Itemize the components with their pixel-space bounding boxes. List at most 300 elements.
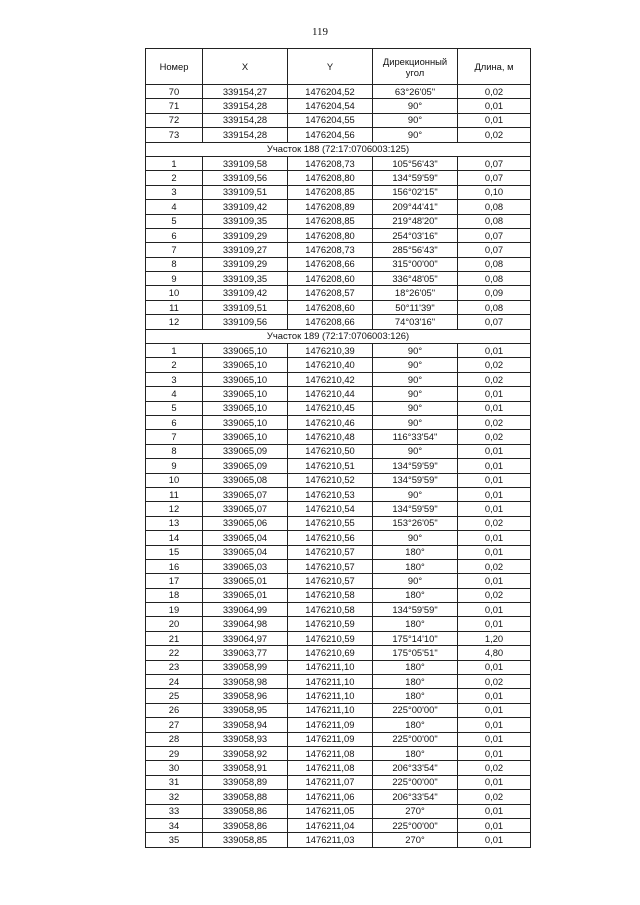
cell-length: 0,01 xyxy=(458,775,531,789)
table-row xyxy=(146,430,531,444)
cell-number: 2 xyxy=(146,171,203,185)
header-number: Номер xyxy=(146,49,203,85)
cell-y: 1476208,60 xyxy=(288,300,373,314)
cell-y: 1476208,60 xyxy=(288,272,373,286)
cell-length: 0,01 xyxy=(458,487,531,501)
cell-angle: 180° xyxy=(373,660,458,674)
table-body xyxy=(146,85,531,848)
cell-angle: 270° xyxy=(373,833,458,847)
section-row xyxy=(146,142,531,156)
table-row xyxy=(146,746,531,760)
table-row xyxy=(146,214,531,228)
cell-length: 0,01 xyxy=(458,574,531,588)
cell-x: 339154,28 xyxy=(203,99,288,113)
cell-x: 339109,27 xyxy=(203,243,288,257)
cell-x: 339065,04 xyxy=(203,545,288,559)
cell-y: 1476211,08 xyxy=(288,746,373,760)
cell-x: 339064,98 xyxy=(203,617,288,631)
cell-y: 1476208,73 xyxy=(288,243,373,257)
table-row xyxy=(146,272,531,286)
cell-x: 339109,42 xyxy=(203,286,288,300)
cell-angle: 90° xyxy=(373,401,458,415)
table-row xyxy=(146,300,531,314)
cell-x: 339109,58 xyxy=(203,156,288,170)
cell-x: 339065,06 xyxy=(203,516,288,530)
table-row xyxy=(146,401,531,415)
cell-angle: 90° xyxy=(373,531,458,545)
cell-number: 1 xyxy=(146,344,203,358)
cell-angle: 219°48'20" xyxy=(373,214,458,228)
cell-x: 339065,04 xyxy=(203,531,288,545)
cell-number: 7 xyxy=(146,430,203,444)
table-row xyxy=(146,358,531,372)
cell-length: 0,01 xyxy=(458,718,531,732)
header-x: X xyxy=(203,49,288,85)
cell-number: 31 xyxy=(146,775,203,789)
cell-number: 3 xyxy=(146,185,203,199)
table-row xyxy=(146,128,531,142)
cell-x: 339154,28 xyxy=(203,113,288,127)
cell-y: 1476208,66 xyxy=(288,315,373,329)
table-row xyxy=(146,732,531,746)
table-row xyxy=(146,415,531,429)
cell-angle: 134°59'59" xyxy=(373,502,458,516)
cell-number: 3 xyxy=(146,372,203,386)
cell-angle: 90° xyxy=(373,99,458,113)
table-row xyxy=(146,459,531,473)
cell-number: 5 xyxy=(146,401,203,415)
cell-x: 339109,56 xyxy=(203,171,288,185)
table-row xyxy=(146,228,531,242)
cell-length: 0,01 xyxy=(458,617,531,631)
table-row xyxy=(146,99,531,113)
table-row xyxy=(146,344,531,358)
cell-angle: 315°00'00" xyxy=(373,257,458,271)
cell-x: 339058,92 xyxy=(203,746,288,760)
cell-number: 72 xyxy=(146,113,203,127)
cell-number: 8 xyxy=(146,444,203,458)
cell-length: 0,01 xyxy=(458,703,531,717)
section-title: Участок 188 (72:17:0706003:125) xyxy=(146,142,531,156)
cell-x: 339109,42 xyxy=(203,200,288,214)
cell-x: 339058,86 xyxy=(203,818,288,832)
cell-x: 339065,08 xyxy=(203,473,288,487)
cell-angle: 90° xyxy=(373,113,458,127)
cell-x: 339065,10 xyxy=(203,344,288,358)
cell-y: 1476208,85 xyxy=(288,214,373,228)
cell-x: 339063,77 xyxy=(203,646,288,660)
cell-angle: 90° xyxy=(373,415,458,429)
cell-x: 339058,96 xyxy=(203,689,288,703)
cell-angle: 90° xyxy=(373,372,458,386)
cell-number: 10 xyxy=(146,473,203,487)
cell-angle: 156°02'15" xyxy=(373,185,458,199)
cell-y: 1476210,58 xyxy=(288,603,373,617)
cell-length: 0,02 xyxy=(458,85,531,99)
cell-y: 1476211,09 xyxy=(288,732,373,746)
cell-length: 0,07 xyxy=(458,243,531,257)
cell-angle: 206°33'54" xyxy=(373,761,458,775)
cell-angle: 225°00'00" xyxy=(373,775,458,789)
cell-x: 339058,91 xyxy=(203,761,288,775)
cell-y: 1476210,59 xyxy=(288,617,373,631)
cell-y: 1476211,10 xyxy=(288,703,373,717)
cell-number: 1 xyxy=(146,156,203,170)
cell-length: 0,08 xyxy=(458,300,531,314)
cell-length: 1,20 xyxy=(458,631,531,645)
cell-number: 2 xyxy=(146,358,203,372)
table-row xyxy=(146,761,531,775)
table-header-row xyxy=(146,49,531,85)
table-row xyxy=(146,387,531,401)
cell-angle: 74°03'16" xyxy=(373,315,458,329)
header-angle: Дирекционный угол xyxy=(373,49,458,85)
cell-number: 8 xyxy=(146,257,203,271)
cell-number: 16 xyxy=(146,559,203,573)
cell-number: 73 xyxy=(146,128,203,142)
cell-x: 339058,95 xyxy=(203,703,288,717)
cell-angle: 134°59'59" xyxy=(373,171,458,185)
table-row xyxy=(146,444,531,458)
cell-angle: 116°33'54" xyxy=(373,430,458,444)
cell-number: 29 xyxy=(146,746,203,760)
cell-y: 1476210,46 xyxy=(288,415,373,429)
cell-y: 1476210,57 xyxy=(288,545,373,559)
table-row xyxy=(146,200,531,214)
cell-length: 0,01 xyxy=(458,545,531,559)
cell-number: 12 xyxy=(146,315,203,329)
cell-number: 10 xyxy=(146,286,203,300)
cell-angle: 134°59'59" xyxy=(373,473,458,487)
cell-length: 0,10 xyxy=(458,185,531,199)
cell-angle: 270° xyxy=(373,804,458,818)
cell-y: 1476211,04 xyxy=(288,818,373,832)
table-row xyxy=(146,818,531,832)
cell-length: 0,02 xyxy=(458,790,531,804)
cell-angle: 175°14'10" xyxy=(373,631,458,645)
cell-y: 1476210,69 xyxy=(288,646,373,660)
cell-x: 339065,10 xyxy=(203,430,288,444)
cell-angle: 180° xyxy=(373,559,458,573)
header-y: Y xyxy=(288,49,373,85)
cell-number: 14 xyxy=(146,531,203,545)
cell-y: 1476208,73 xyxy=(288,156,373,170)
cell-length: 0,01 xyxy=(458,689,531,703)
cell-y: 1476211,10 xyxy=(288,689,373,703)
table-row xyxy=(146,545,531,559)
cell-x: 339058,86 xyxy=(203,804,288,818)
table-row xyxy=(146,675,531,689)
table-row xyxy=(146,646,531,660)
cell-y: 1476211,08 xyxy=(288,761,373,775)
cell-length: 0,01 xyxy=(458,818,531,832)
cell-length: 0,01 xyxy=(458,473,531,487)
cell-y: 1476211,10 xyxy=(288,660,373,674)
cell-angle: 225°00'00" xyxy=(373,732,458,746)
cell-x: 339058,89 xyxy=(203,775,288,789)
cell-y: 1476210,44 xyxy=(288,387,373,401)
table-row xyxy=(146,171,531,185)
cell-angle: 90° xyxy=(373,487,458,501)
cell-x: 339058,98 xyxy=(203,675,288,689)
cell-angle: 63°26'05" xyxy=(373,85,458,99)
cell-length: 0,07 xyxy=(458,171,531,185)
cell-angle: 153°26'05" xyxy=(373,516,458,530)
cell-angle: 90° xyxy=(373,444,458,458)
cell-number: 35 xyxy=(146,833,203,847)
cell-x: 339058,88 xyxy=(203,790,288,804)
cell-angle: 50°11'39" xyxy=(373,300,458,314)
table-row xyxy=(146,113,531,127)
cell-number: 24 xyxy=(146,675,203,689)
cell-length: 0,01 xyxy=(458,502,531,516)
table-row xyxy=(146,775,531,789)
cell-length: 0,02 xyxy=(458,516,531,530)
cell-length: 0,01 xyxy=(458,459,531,473)
table-row xyxy=(146,257,531,271)
cell-number: 27 xyxy=(146,718,203,732)
cell-y: 1476210,40 xyxy=(288,358,373,372)
cell-number: 6 xyxy=(146,228,203,242)
cell-x: 339109,35 xyxy=(203,272,288,286)
cell-length: 0,07 xyxy=(458,228,531,242)
cell-number: 30 xyxy=(146,761,203,775)
cell-number: 9 xyxy=(146,459,203,473)
cell-angle: 175°05'51" xyxy=(373,646,458,660)
cell-angle: 90° xyxy=(373,387,458,401)
cell-y: 1476208,80 xyxy=(288,228,373,242)
cell-y: 1476210,39 xyxy=(288,344,373,358)
table-row xyxy=(146,790,531,804)
cell-angle: 90° xyxy=(373,344,458,358)
cell-angle: 336°48'05" xyxy=(373,272,458,286)
cell-length: 0,09 xyxy=(458,286,531,300)
cell-angle: 180° xyxy=(373,545,458,559)
cell-y: 1476210,48 xyxy=(288,430,373,444)
cell-x: 339065,07 xyxy=(203,487,288,501)
cell-y: 1476211,05 xyxy=(288,804,373,818)
table-row xyxy=(146,473,531,487)
cell-angle: 90° xyxy=(373,574,458,588)
cell-number: 12 xyxy=(146,502,203,516)
cell-x: 339065,10 xyxy=(203,387,288,401)
table-row xyxy=(146,631,531,645)
cell-number: 22 xyxy=(146,646,203,660)
cell-length: 0,01 xyxy=(458,531,531,545)
table-row xyxy=(146,502,531,516)
cell-y: 1476211,10 xyxy=(288,675,373,689)
cell-number: 20 xyxy=(146,617,203,631)
cell-number: 25 xyxy=(146,689,203,703)
cell-angle: 209°44'41" xyxy=(373,200,458,214)
cell-x: 339065,10 xyxy=(203,372,288,386)
cell-length: 0,01 xyxy=(458,387,531,401)
table-row xyxy=(146,516,531,530)
table-row xyxy=(146,487,531,501)
cell-number: 4 xyxy=(146,387,203,401)
cell-angle: 180° xyxy=(373,746,458,760)
cell-angle: 134°59'59" xyxy=(373,459,458,473)
cell-angle: 134°59'59" xyxy=(373,603,458,617)
table-row xyxy=(146,286,531,300)
cell-y: 1476208,57 xyxy=(288,286,373,300)
cell-number: 6 xyxy=(146,415,203,429)
cell-y: 1476211,03 xyxy=(288,833,373,847)
cell-length: 0,01 xyxy=(458,603,531,617)
cell-angle: 285°56'43" xyxy=(373,243,458,257)
cell-length: 4,80 xyxy=(458,646,531,660)
header-length: Длина, м xyxy=(458,49,531,85)
cell-y: 1476210,57 xyxy=(288,574,373,588)
cell-number: 19 xyxy=(146,603,203,617)
cell-y: 1476211,06 xyxy=(288,790,373,804)
cell-y: 1476210,53 xyxy=(288,487,373,501)
cell-length: 0,01 xyxy=(458,344,531,358)
table-row xyxy=(146,185,531,199)
cell-y: 1476211,09 xyxy=(288,718,373,732)
coordinates-table xyxy=(145,48,531,848)
cell-number: 17 xyxy=(146,574,203,588)
cell-angle: 225°00'00" xyxy=(373,818,458,832)
cell-x: 339065,03 xyxy=(203,559,288,573)
cell-x: 339065,10 xyxy=(203,415,288,429)
cell-number: 13 xyxy=(146,516,203,530)
cell-length: 0,07 xyxy=(458,315,531,329)
table-row xyxy=(146,804,531,818)
cell-length: 0,02 xyxy=(458,358,531,372)
cell-number: 33 xyxy=(146,804,203,818)
cell-y: 1476210,51 xyxy=(288,459,373,473)
cell-x: 339109,29 xyxy=(203,257,288,271)
cell-x: 339058,99 xyxy=(203,660,288,674)
cell-number: 26 xyxy=(146,703,203,717)
cell-length: 0,01 xyxy=(458,732,531,746)
cell-y: 1476204,54 xyxy=(288,99,373,113)
table-row xyxy=(146,243,531,257)
cell-angle: 180° xyxy=(373,617,458,631)
table-row xyxy=(146,559,531,573)
cell-x: 339058,85 xyxy=(203,833,288,847)
cell-y: 1476210,55 xyxy=(288,516,373,530)
table-row xyxy=(146,531,531,545)
cell-number: 11 xyxy=(146,300,203,314)
cell-angle: 180° xyxy=(373,675,458,689)
cell-length: 0,08 xyxy=(458,200,531,214)
cell-number: 7 xyxy=(146,243,203,257)
cell-y: 1476210,58 xyxy=(288,588,373,602)
cell-x: 339109,35 xyxy=(203,214,288,228)
cell-y: 1476208,80 xyxy=(288,171,373,185)
cell-x: 339064,99 xyxy=(203,603,288,617)
cell-length: 0,01 xyxy=(458,444,531,458)
cell-number: 15 xyxy=(146,545,203,559)
cell-length: 0,01 xyxy=(458,99,531,113)
cell-length: 0,02 xyxy=(458,588,531,602)
cell-length: 0,02 xyxy=(458,675,531,689)
cell-number: 21 xyxy=(146,631,203,645)
cell-length: 0,08 xyxy=(458,257,531,271)
cell-length: 0,01 xyxy=(458,833,531,847)
cell-x: 339064,97 xyxy=(203,631,288,645)
table-row xyxy=(146,617,531,631)
cell-number: 4 xyxy=(146,200,203,214)
table-row xyxy=(146,588,531,602)
cell-x: 339065,10 xyxy=(203,401,288,415)
cell-length: 0,02 xyxy=(458,128,531,142)
cell-x: 339065,10 xyxy=(203,358,288,372)
cell-x: 339065,01 xyxy=(203,574,288,588)
table-row xyxy=(146,603,531,617)
cell-y: 1476210,56 xyxy=(288,531,373,545)
cell-length: 0,01 xyxy=(458,804,531,818)
section-title: Участок 189 (72:17:0706003:126) xyxy=(146,329,531,343)
cell-y: 1476210,45 xyxy=(288,401,373,415)
cell-y: 1476208,66 xyxy=(288,257,373,271)
cell-x: 339065,07 xyxy=(203,502,288,516)
cell-x: 339065,01 xyxy=(203,588,288,602)
cell-length: 0,07 xyxy=(458,156,531,170)
cell-angle: 90° xyxy=(373,128,458,142)
cell-number: 9 xyxy=(146,272,203,286)
table-row xyxy=(146,718,531,732)
cell-number: 70 xyxy=(146,85,203,99)
cell-angle: 225°00'00" xyxy=(373,703,458,717)
table-row xyxy=(146,689,531,703)
cell-y: 1476208,85 xyxy=(288,185,373,199)
cell-number: 34 xyxy=(146,818,203,832)
table-row xyxy=(146,156,531,170)
table-row xyxy=(146,660,531,674)
cell-y: 1476210,52 xyxy=(288,473,373,487)
cell-number: 32 xyxy=(146,790,203,804)
page-number: 119 xyxy=(311,26,329,38)
cell-x: 339058,93 xyxy=(203,732,288,746)
cell-length: 0,01 xyxy=(458,746,531,760)
cell-number: 11 xyxy=(146,487,203,501)
cell-angle: 105°56'43" xyxy=(373,156,458,170)
cell-number: 23 xyxy=(146,660,203,674)
cell-angle: 18°26'05" xyxy=(373,286,458,300)
cell-y: 1476210,50 xyxy=(288,444,373,458)
cell-x: 339109,29 xyxy=(203,228,288,242)
cell-y: 1476211,07 xyxy=(288,775,373,789)
table-row xyxy=(146,372,531,386)
cell-length: 0,02 xyxy=(458,372,531,386)
cell-x: 339065,09 xyxy=(203,444,288,458)
cell-angle: 254°03'16" xyxy=(373,228,458,242)
cell-length: 0,02 xyxy=(458,415,531,429)
cell-y: 1476204,56 xyxy=(288,128,373,142)
cell-angle: 180° xyxy=(373,588,458,602)
cell-length: 0,02 xyxy=(458,430,531,444)
cell-length: 0,08 xyxy=(458,272,531,286)
cell-angle: 206°33'54" xyxy=(373,790,458,804)
cell-y: 1476204,52 xyxy=(288,85,373,99)
cell-number: 71 xyxy=(146,99,203,113)
table-row xyxy=(146,85,531,99)
cell-number: 5 xyxy=(146,214,203,228)
table-row xyxy=(146,574,531,588)
cell-x: 339109,56 xyxy=(203,315,288,329)
cell-length: 0,02 xyxy=(458,761,531,775)
cell-angle: 90° xyxy=(373,358,458,372)
cell-y: 1476210,54 xyxy=(288,502,373,516)
table-row xyxy=(146,703,531,717)
cell-x: 339154,28 xyxy=(203,128,288,142)
cell-x: 339154,27 xyxy=(203,85,288,99)
cell-length: 0,08 xyxy=(458,214,531,228)
cell-angle: 180° xyxy=(373,689,458,703)
